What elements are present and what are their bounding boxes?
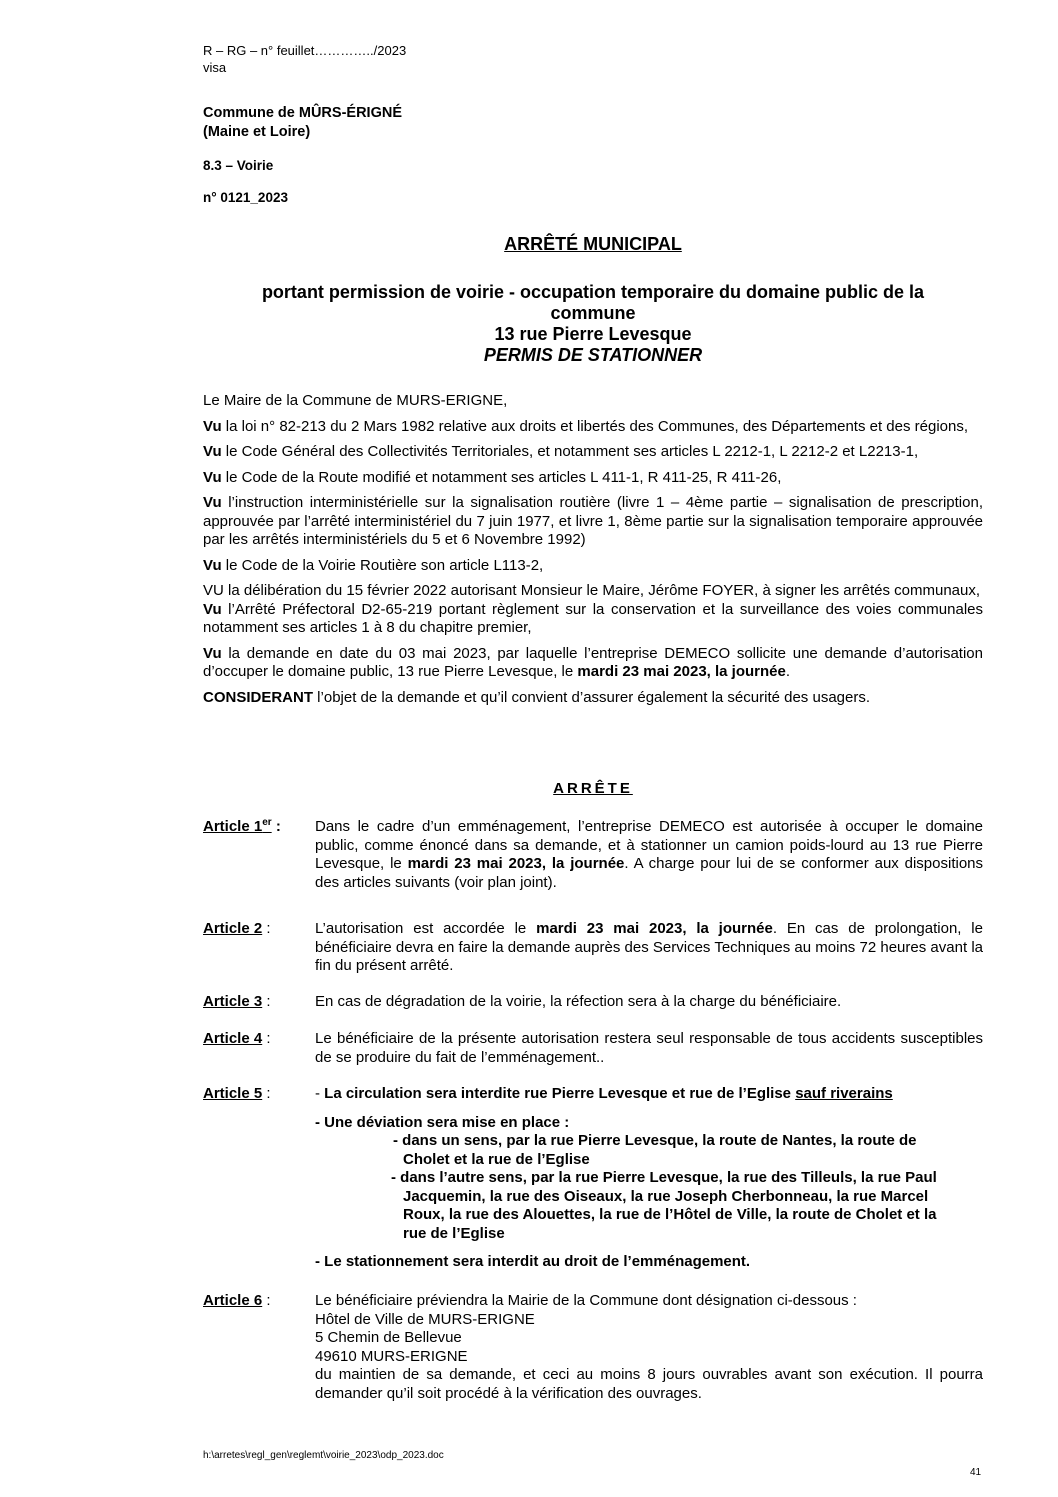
considerant-keyword: CONSIDERANT (203, 688, 314, 706)
article-6 (203, 1292, 983, 1403)
preamble (203, 392, 983, 714)
article-6-text: Le bénéficiaire préviendra la Mairie de la Commune dont désignation ci-dessous : Hôtel de Ville de MURS-ERIGNE 5 Chemin de Bellevue 49610 MURS-ERIGNE du maintien de sa demande, et ceci au moins 8 jours ouvrables avant son exécution. Il pourra demander qu’il soit procédé à la vérification des ouvrages. (315, 1292, 983, 1402)
vu-keyword: Vu (203, 644, 222, 662)
page-number: 41 (970, 1467, 982, 1478)
document-reference (203, 42, 406, 76)
article-3-label: Article 3 : (203, 993, 271, 1010)
subtitle-line-2: commune (550, 303, 636, 323)
deviation-route-1: - dans un sens, par la rue Pierre Levesque, la route de Nantes, la route de Cholet et la rue de l’Eglise (393, 1132, 917, 1168)
article-5-circulation: - La circulation sera interdite rue Pierre Levesque et rue de l’Eglise sauf riverains (315, 1085, 893, 1102)
preamble-vu-6: VU la délibération du 15 février 2022 autorisant Monsieur le Maire, Jérôme FOYER, à signer les arrêtés communaux, (203, 582, 981, 599)
preamble-vu-1: Vu la loi n° 82-213 du 2 Mars 1982 relative aux droits et libertés des Communes, des Départements et des régions, (203, 417, 969, 435)
document-title: ARRÊTÉ MUNICIPAL (504, 234, 682, 254)
article-5-label: Article 5 : (203, 1085, 271, 1102)
mairie-address-name: Hôtel de Ville de MURS-ERIGNE (315, 1310, 535, 1328)
preamble-vu-4: Vu l’instruction interministérielle sur la signalisation routière (livre 1 – 4ème partie – signalisation de prescription, approuvée par l’arrêté interministériel du 7 juin 1977, et livre 1, 8ème partie sur la signalisation temporaire approuvée par les arrêtés interministériels du 5 et 6 Novembre 1992) (203, 494, 983, 548)
vu-keyword: Vu (203, 494, 222, 511)
preamble-vu-3: Vu le Code de la Route modifié et notamment ses articles L 411-1, R 411-25, R 411-26, (203, 468, 782, 486)
decree-number: n° 0121_2023 (203, 190, 288, 205)
document-subtitle (203, 282, 983, 366)
subtitle-line-4: PERMIS DE STATIONNER (483, 345, 703, 365)
vu-keyword: Vu (203, 600, 222, 618)
subtitle-line-3: 13 rue Pierre Levesque (494, 324, 692, 344)
vu-keyword: Vu (203, 443, 222, 460)
preamble-vu-5: Vu le Code de la Voirie Routière son article L113-2, (203, 556, 544, 574)
visa-label: visa (203, 60, 227, 75)
vu-keyword-upper: VU (203, 582, 224, 599)
article-2-text: L’autorisation est accordée le mardi 23 mai 2023, la journée. En cas de prolongation, le bénéficiaire devra en faire la demande auprès des Services Techniques au moins 72 heures avant la fin du présent arrêté. (315, 920, 983, 974)
mairie-address-street: 5 Chemin de Bellevue (315, 1329, 462, 1346)
arrete-heading: ARRÊTE (553, 780, 633, 797)
deviation-route-2: - dans l’autre sens, par la rue Pierre Levesque, la rue des Tilleuls, la rue Paul Jacquemin, la rue des Oiseaux, la rue Joseph Cherbonneau, la rue Marcel Roux, la rue des Alouettes, la rue de l’Hôtel de Ville, la route de Cholet et la rue de l’Eglise (391, 1169, 937, 1242)
article-3 (203, 993, 983, 1012)
article-1 (203, 818, 983, 892)
commune-region: (Maine et Loire) (203, 124, 311, 140)
sheet-reference: R – RG – n° feuillet…………../2023 (203, 43, 407, 58)
article-1-label: Article 1er : (203, 817, 281, 835)
article-4-text: Le bénéficiaire de la présente autorisation restera seul responsable de tous accidents susceptibles de se produire du fait de l’emménagement.. (315, 1030, 983, 1066)
commune-block (203, 104, 402, 142)
preamble-considerant: CONSIDERANT l’objet de la demande et qu’il convient d’assurer également la sécurité des usagers. (203, 688, 871, 706)
vu-keyword: Vu (203, 556, 222, 574)
article-4 (203, 1030, 983, 1067)
article-5-stationnement: - Le stationnement sera interdit au droit de l’emménagement. (315, 1253, 751, 1270)
preamble-vu-2: Vu le Code Général des Collectivités Territoriales, et notamment ses articles L 2212-1, L 2212-2 et L2213-1, (203, 443, 919, 460)
article-6-label: Article 6 : (203, 1292, 271, 1309)
preamble-vu-8: Vu la demande en date du 03 mai 2023, par laquelle l’entreprise DEMECO sollicite une demande d’autorisation d’occuper le domaine public, 13 rue Pierre Levesque, le mardi 23 mai 2023, la journée. (203, 644, 983, 680)
article-5 (203, 1085, 983, 1282)
article-4-label: Article 4 : (203, 1030, 271, 1047)
section-label: 8.3 – Voirie (203, 158, 274, 173)
mairie-address-city: 49610 MURS-ERIGNE (315, 1347, 468, 1365)
preamble-maire: Le Maire de la Commune de MURS-ERIGNE, (203, 392, 508, 409)
article-5-text (315, 1085, 983, 1272)
article-1-text: Dans le cadre d’un emménagement, l’entreprise DEMECO est autorisée à occuper le domaine public, comme énoncé dans sa demande, et à stationner un camion poids-lourd au 13 rue Pierre Levesque, le mardi 23 mai 2023, la journée. A charge pour lui de se conformer aux dispositions des articles suivants (voir plan joint). (315, 818, 983, 891)
vu-keyword: Vu (203, 417, 222, 435)
subtitle-line-1: portant permission de voirie - occupation temporaire du domaine public de la (261, 282, 925, 302)
article-3-text: En cas de dégradation de la voirie, la réfection sera à la charge du bénéficiaire. (315, 993, 842, 1010)
commune-name: Commune de MÛRS-ÉRIGNÉ (203, 105, 402, 121)
article-2-label: Article 2 : (203, 920, 271, 937)
footer-file-path: h:\arretes\regl_gen\reglemt\voirie_2023\odp_2023.doc (203, 1450, 444, 1461)
vu-keyword: Vu (203, 468, 222, 486)
article-5-deviation: - Une déviation sera mise en place : - dans un sens, par la rue Pierre Levesque, la route de Nantes, la route de Cholet et la rue de l’Eglise - dans l’autre sens, par la rue Pierre Levesque, la rue des Tilleuls, la rue Paul Jacquemin, la rue des Oiseaux, la rue Joseph Cherbonneau, la rue Marcel Roux, la rue des Alouettes, la rue de l’Hôtel de Ville, la route de Cholet et la rue de l’Eglise (315, 1114, 983, 1244)
preamble-vu-7: Vu l’Arrêté Préfectoral D2-65-219 portant règlement sur la conservation et la surveillance des voies communales notamment ses articles 1 à 8 du chapitre premier, (203, 600, 983, 636)
article-2 (203, 920, 983, 976)
